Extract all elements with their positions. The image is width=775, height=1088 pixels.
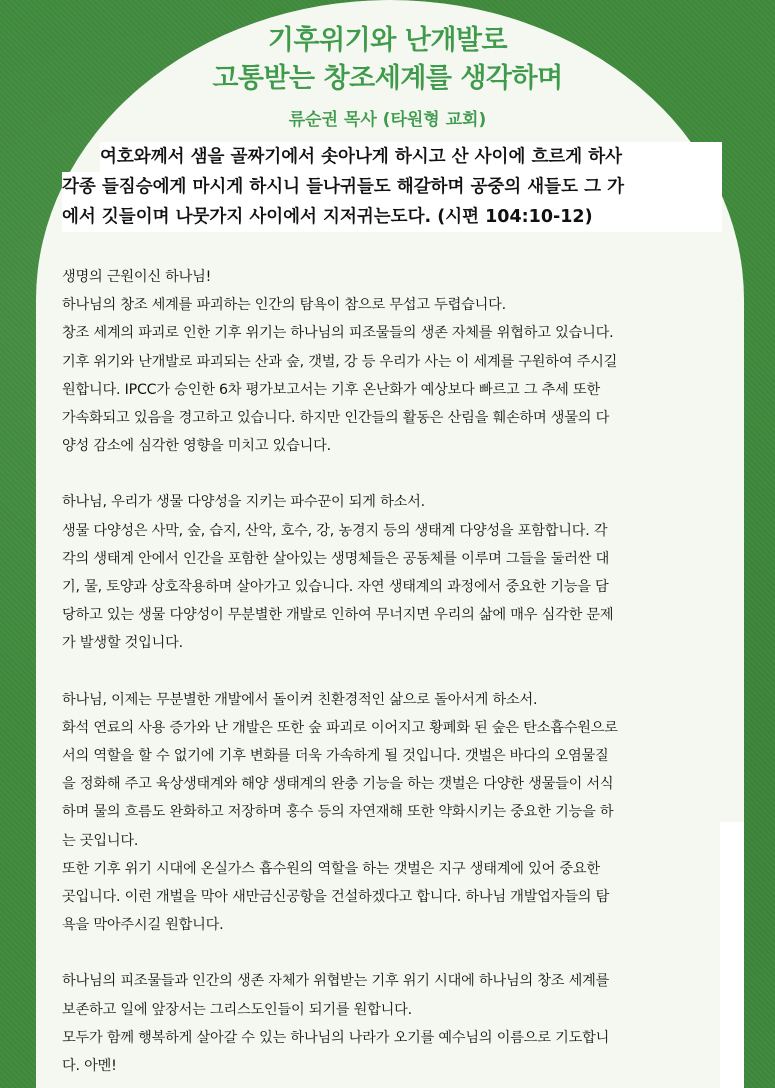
prayer-line: 모두가 함께 행복하게 살아갈 수 있는 하나님의 나라가 오기를 예수님의 이름으로 기도합니 (62, 1029, 610, 1046)
prayer-line: 생명의 근원이신 하나님! (62, 269, 212, 285)
title-line-2: 고통받는 창조세계를 생각하며 (212, 63, 563, 94)
prayer-line: 하나님, 이제는 무분별한 개발에서 돌이켜 친환경적인 삶으로 돌아서게 하소서. (62, 691, 538, 708)
prayer-line: 을 정화해 주고 육상생태계와 해양 생태계의 완충 기능을 하는 갯벌은 다양한 생물들이 서식 (62, 776, 614, 793)
prayer-line: 보존하고 일에 앞장서는 그리스도인들이 되기를 원합니다. (62, 1001, 412, 1018)
prayer-line: 창조 세계의 파괴로 인한 기후 위기는 하나님의 피조물들의 생존 자체를 위협하고 있습니다. (62, 325, 614, 342)
prayer-line: 하나님의 피조물들과 인간의 생존 자체가 위협받는 기후 위기 시대에 하나님의 창조 세계를 (62, 973, 610, 990)
prayer-line: 곳입니다. 이런 개벌을 막아 새만금신공항을 건설하겠다고 합니다. 하나님 개발업자들의 탐 (62, 889, 610, 906)
prayer-line: 양성 감소에 심각한 영향을 미치고 있습니다. (62, 438, 331, 455)
bible-verse (62, 142, 722, 232)
prayer-line: 기, 물, 토양과 상호작용하며 살아가고 있습니다. 자연 생태계의 과정에서 중요한 기능을 담 (62, 579, 609, 596)
prayer-line: 하나님의 창조 세계를 파괴하는 인간의 탐욕이 참으로 무섭고 두렵습니다. (62, 297, 506, 314)
paragraph-gap (62, 939, 728, 967)
prayer-body (62, 263, 728, 1080)
prayer-line: 기후 위기와 난개발로 파괴되는 산과 숲, 갯벌, 강 등 우리가 사는 이 세계를 구원하여 주시길 (62, 353, 618, 370)
author: 류순권 목사 (타원형 교회) (288, 110, 487, 130)
prayer-line: 다. 아멘! (62, 1058, 117, 1075)
prayer-line: 가 발생할 것입니다. (62, 635, 183, 652)
header (0, 22, 775, 132)
verse-line: 에서 깃들이며 나뭇가지 사이에서 지저귀는도다. (시편 104:10-12) (62, 202, 722, 232)
prayer-line: 생물 다양성은 사막, 숲, 습지, 산악, 호수, 강, 농경지 등의 생태계 다양성을 포함합니다. 각 (62, 522, 608, 539)
paragraph-gap (62, 460, 728, 488)
title-line-1: 기후위기와 난개발로 (267, 25, 508, 56)
verse-line: 여호와께서 샘을 골짜기에서 솟아나게 하시고 산 사이에 흐르게 하사 (100, 142, 722, 172)
prayer-line: 또한 기후 위기 시대에 온실가스 흡수원의 역할을 하는 갯벌은 지구 생태계에 있어 중요한 (62, 860, 600, 877)
prayer-line: 는 곳입니다. (62, 832, 139, 849)
prayer-line: 화석 연료의 사용 증가와 난 개발은 또한 숲 파괴로 이어지고 황폐화 된 숲은 탄소흡수원으로 (62, 719, 618, 736)
prayer-line: 각의 생태계 안에서 인간을 포함한 살아있는 생명체들은 공동체를 이루며 그들을 둘러싼 대 (62, 550, 610, 567)
prayer-line: 원합니다. IPCC가 승인한 6차 평가보고서는 기후 온난화가 예상보다 빠르고 그 추세 또한 (62, 381, 600, 398)
prayer-line: 가속화되고 있음을 경고하고 있습니다. 하지만 인간들의 활동은 산림을 훼손하며 생물의 다 (62, 410, 610, 427)
prayer-line: 하며 물의 흐름도 완화하고 저장하며 홍수 등의 자연재해 또한 약화시키는 중요한 기능을 하 (62, 804, 614, 821)
verse-line: 각종 들짐승에게 마시게 하시니 들나귀들도 해갈하며 공중의 새들도 그 가 (62, 172, 722, 202)
prayer-line: 당하고 있는 생물 다양성이 무분별한 개발로 인하여 무너지면 우리의 삶에 매우 심각한 문제 (62, 607, 614, 624)
prayer-line: 욕을 막아주시길 원합니다. (62, 917, 224, 934)
paragraph-gap (62, 658, 728, 686)
prayer-line: 하나님, 우리가 생물 다양성을 지키는 파수꾼이 되게 하소서. (62, 494, 425, 511)
prayer-line: 서의 역할을 할 수 없기에 기후 변화를 더욱 가속하게 될 것입니다. 갯벌은 바다의 오염물질 (62, 748, 609, 765)
